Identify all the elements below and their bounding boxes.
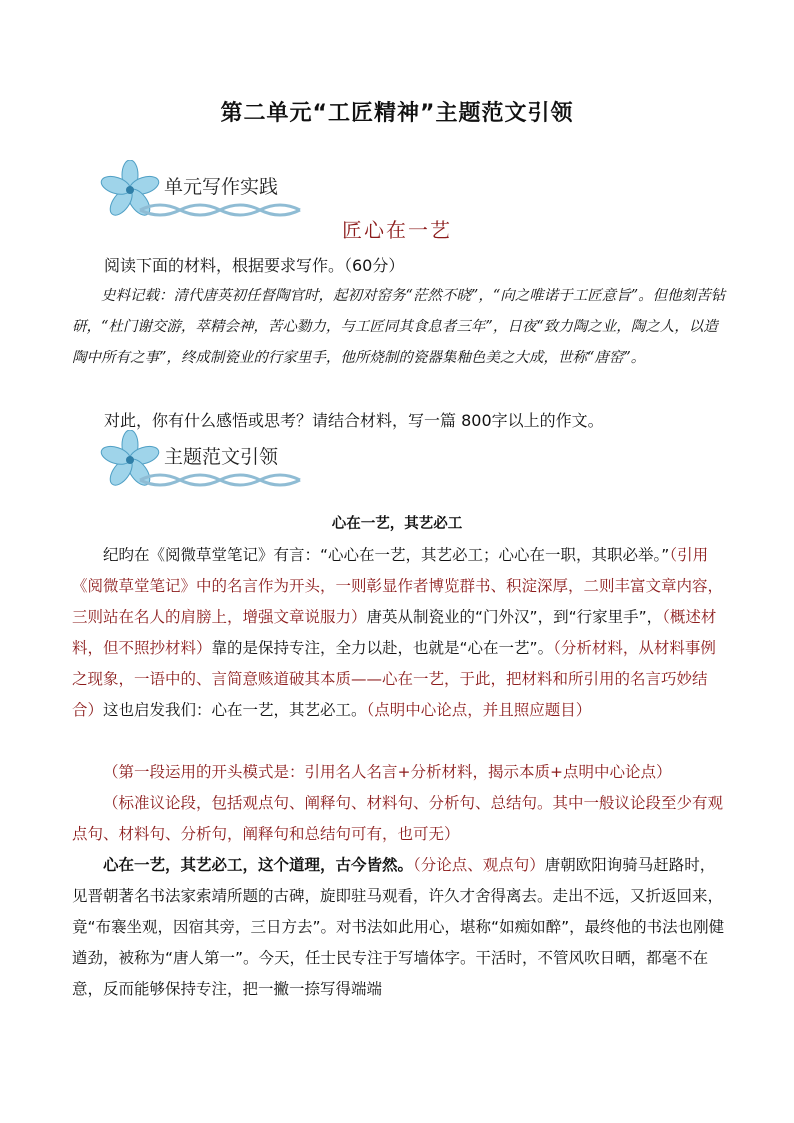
essay-sub-argument: 心在一艺，其艺必工，这个道理，古今皆然。 [103, 856, 414, 874]
section-banner-model-essay [100, 430, 320, 502]
essay-body-text: 唐朝欧阳询骑马赶路时，见晋朝著名书法家索靖所题的古碑，旋即驻马观看，许久才舍得离去。走出不远，又折返回来，竟“布褰坐观，因宿其旁，三日方去”。对书法如此用心，堪称“如痴如醉”，最终他的书法也刚健遒劲，被称为“唐人第一”。今天，任士民专注于写墙体字。干活时，不管风吹日晒，都毫不在意，反而能够保持专注，把一撇一捺写得端端 [72, 856, 725, 998]
essay-sentence: 纪昀在《阅微草堂笔记》有言：“心心在一艺，其艺必工；心心在一职，其职必举。” [103, 546, 670, 564]
essay-note-opening-pattern: （第一段运用的开头模式是：引用名人名言+分析材料，揭示本质+点明中心论点） [103, 763, 672, 781]
essay-sentence: 这也启发我们：心在一艺，其艺必工。 [103, 701, 367, 719]
essay-title: 心在一艺，其艺必工 [331, 516, 463, 532]
essay-annotation: （概述材料，但不照抄材料） [72, 608, 717, 657]
essay-annotation: （分论点、观点句） [413, 856, 545, 874]
essay-annotation: （引用《阅微草堂笔记》中的名言作为开头，一则彰显作者博览群书、积淀深厚，二则丰富文章内容，三则站在名人的肩膀上，增强文章说服力） [72, 546, 724, 626]
section-label: 主题范文引领 [164, 446, 279, 468]
essay-paragraph-2 [72, 850, 728, 1005]
page-title: 第二单元“工匠精神”主题范文引领 [220, 101, 574, 126]
section-label: 单元写作实践 [164, 176, 279, 198]
prompt-material: 史料记载：清代唐英初任督陶官时，起初对窑务“茫然不晓”，“向之唯诺于工匠意旨”。但他刻苦钻研，“杜门谢交游，萃精会神，苦心勠力，与工匠同其食息者三年”，日夜“致力陶之业，陶之人，以造陶中所有之事”，终成制瓷业的行家里手，他所烧制的瓷器集釉色美之大成，世称“唐窑”。 [72, 288, 726, 366]
essay-note-paragraph-structure: （标准议论段，包括观点句、阐释句、材料句、分析句、总结句。其中一般议论段至少有观点句、材料句、分析句，阐释句和总结句可有，也可无） [72, 794, 724, 843]
essay-annotation: （点明中心论点，并且照应题目） [366, 701, 592, 719]
prompt-subtitle: 匠心在一艺 [342, 218, 452, 242]
essay-sentence: 唐英从制瓷业的“门外汉”，到“行家里手”， [366, 608, 663, 626]
essay-paragraph-1 [72, 540, 728, 726]
prompt-question: 对此，你有什么感悟或思考？请结合材料，写一篇 800字以上的作文。 [104, 411, 604, 430]
essay-sentence: 靠的是保持专注，全力以赴，也就是“心在一艺”。 [211, 639, 554, 657]
prompt-instruction: 阅读下面的材料，根据要求写作。（60分） [104, 256, 405, 275]
essay-annotation: （分析材料，从材料事例之现象，一语中的、言简意赅道破其本质——心在一艺，于此，把材料和所引用的名言巧妙结合） [72, 639, 716, 719]
